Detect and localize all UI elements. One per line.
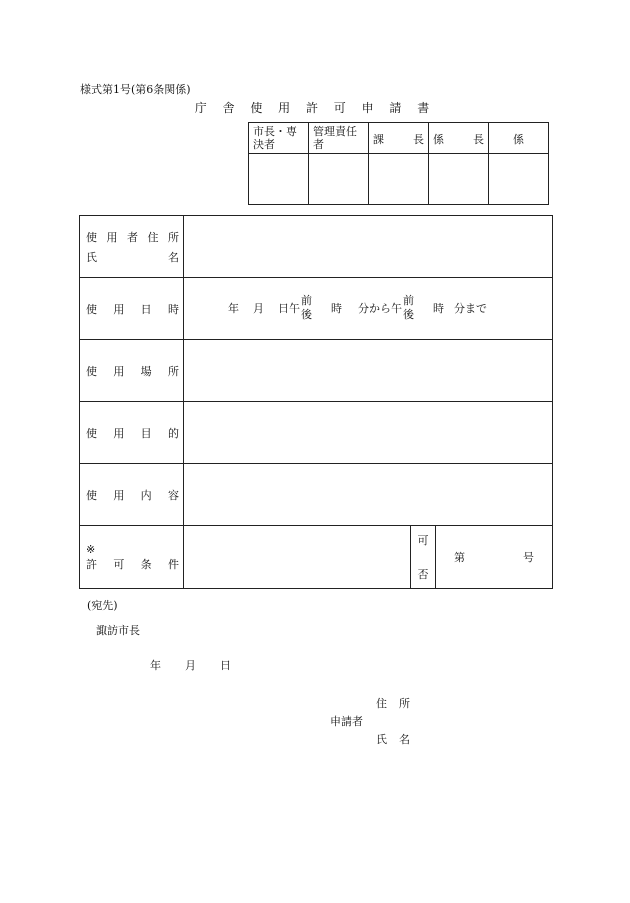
application-date[interactable]: 年 月 日: [150, 659, 231, 672]
approval-decision-cell: 可 否: [411, 526, 436, 589]
approval-stamp-manager[interactable]: [309, 154, 369, 205]
addressee-mayor: 諏訪市長: [96, 624, 140, 637]
usage-content-field[interactable]: [184, 464, 553, 526]
approval-header-section-chief: 課 長: [369, 123, 429, 154]
approval-stamp-table: [248, 122, 549, 205]
addressee-label: (宛先): [87, 599, 118, 612]
user-address-name-label: 使 用 者 住 所 氏 名: [80, 216, 184, 278]
permit-conditions-label: ※ 許 可 条 件: [80, 526, 184, 589]
usage-place-field[interactable]: [184, 340, 553, 402]
permit-number-field[interactable]: 第 号: [436, 526, 553, 589]
permit-conditions-field[interactable]: [184, 526, 411, 589]
document-title: 庁 舎 使 用 許 可 申 請 書: [194, 101, 436, 115]
usage-datetime-label: 使 用 日 時: [80, 278, 184, 340]
application-form-table: [79, 215, 553, 589]
user-address-name-field[interactable]: [184, 216, 553, 278]
approval-stamp-section-chief[interactable]: [369, 154, 429, 205]
usage-datetime-field[interactable]: 年 月 日午 前 後 時 分から午 前 後 時 分まで: [184, 278, 553, 340]
approval-header-mayor: 市長・専 決者: [249, 123, 309, 154]
approval-stamp-staff[interactable]: [489, 154, 549, 205]
applicant-label: 申請者: [330, 715, 363, 728]
form-number-label: 様式第1号(第6条関係): [80, 83, 191, 96]
usage-place-label: 使 用 場 所: [80, 340, 184, 402]
approval-header-manager: 管理責任 者: [309, 123, 369, 154]
applicant-address-label: 住 所: [376, 697, 410, 710]
approval-stamp-mayor[interactable]: [249, 154, 309, 205]
approval-stamp-subsection-chief[interactable]: [429, 154, 489, 205]
usage-purpose-label: 使 用 目 的: [80, 402, 184, 464]
approval-header-subsection-chief: 係 長: [429, 123, 489, 154]
office-use-mark: ※: [86, 542, 96, 556]
usage-purpose-field[interactable]: [184, 402, 553, 464]
approval-header-staff: 係: [489, 123, 549, 154]
applicant-name-label: 氏 名: [376, 733, 410, 746]
usage-content-label: 使 用 内 容: [80, 464, 184, 526]
